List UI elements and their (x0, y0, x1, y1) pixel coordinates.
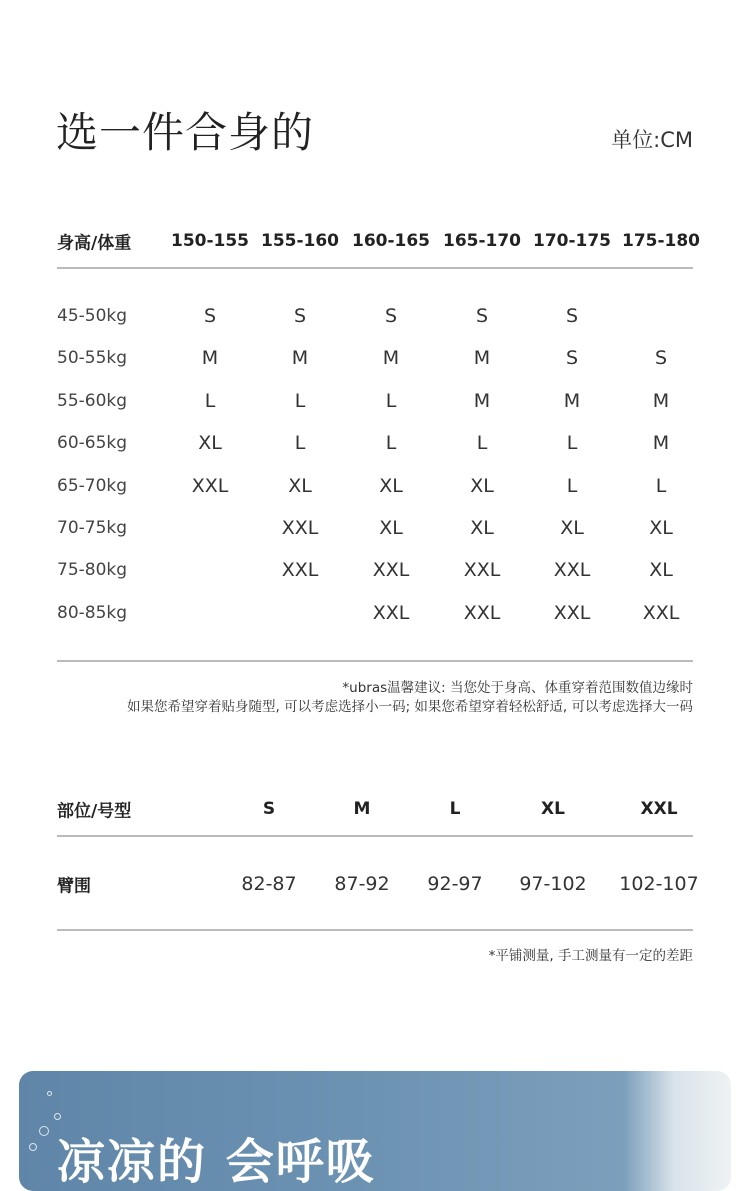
size-cell: XL (649, 517, 673, 539)
divider (57, 929, 693, 931)
size-cell: XXL (281, 559, 319, 582)
height-column-header: 150-155 (170, 231, 250, 251)
height-column-header: 170-175 (532, 231, 612, 251)
size-cell: XXL (463, 559, 501, 582)
size-cell: XL (649, 559, 673, 582)
size-cell: M (652, 432, 670, 455)
size-cell: XL (379, 517, 403, 539)
size-cell: XXL (553, 601, 591, 624)
size-column-header: M (353, 799, 371, 819)
size-cell: XL (288, 474, 312, 497)
size-column-header: XL (541, 799, 565, 819)
size-cell: M (473, 347, 491, 370)
size-cell: XXL (281, 517, 319, 539)
size-cell: XXL (191, 474, 229, 497)
note-line-1: *ubras温馨建议: 当您处于身高、体重穿着范围数值边缘时 (342, 680, 693, 696)
size-cell: XXL (372, 559, 410, 582)
unit-label: 单位:CM (611, 128, 693, 152)
weight-row-label: 50-55kg (57, 348, 128, 369)
size-cell: L (655, 474, 667, 497)
size-cell: L (566, 432, 578, 455)
size-cell: L (385, 389, 397, 412)
bubble-decoration (54, 1113, 61, 1120)
divider (57, 267, 693, 269)
size-cell: XXL (642, 601, 680, 624)
weight-row-label: 60-65kg (57, 433, 128, 454)
height-column-header: 160-165 (351, 231, 431, 251)
size-column-header: S (262, 799, 276, 819)
weight-row-label: 70-75kg (57, 518, 128, 538)
size-cell: XL (470, 517, 494, 539)
size-cell: M (201, 347, 219, 370)
weight-row-label: 80-85kg (57, 602, 128, 623)
table-corner-header: 部位/号型 (57, 801, 132, 822)
page-title: 选一件合身的 (56, 108, 315, 157)
size-cell: M (652, 389, 670, 412)
bubble-decoration (47, 1091, 52, 1096)
measurement-cell: 97-102 (519, 873, 587, 895)
size-cell: L (476, 432, 488, 455)
size-cell: S (293, 305, 307, 327)
height-column-header: 165-170 (442, 231, 522, 251)
bubble-decoration (39, 1126, 49, 1136)
size-cell: L (294, 432, 306, 455)
measurement-cell: 102-107 (619, 873, 699, 895)
size-cell: M (291, 347, 309, 370)
divider (57, 660, 693, 662)
size-cell: S (384, 305, 398, 327)
size-cell: M (473, 389, 491, 412)
size-cell: S (565, 347, 579, 370)
size-column-header: XXL (640, 799, 678, 819)
weight-row-label: 55-60kg (57, 390, 128, 411)
height-column-header: 155-160 (260, 231, 340, 251)
table-corner-header: 身高/体重 (57, 233, 132, 254)
weight-row-label: 65-70kg (57, 475, 128, 496)
note-line-2: 如果您希望穿着贴身随型, 可以考虑选择小一码; 如果您希望穿着轻松舒适, 可以考虑选择大一码 (126, 699, 693, 715)
weight-row-label: 75-80kg (57, 560, 128, 581)
size-cell: XL (560, 517, 584, 539)
size-cell: S (654, 347, 668, 370)
size-cell: XXL (553, 559, 591, 582)
size-column-header: L (449, 799, 461, 819)
measurement-cell: 82-87 (241, 873, 297, 895)
size-cell: L (385, 432, 397, 455)
size-cell: XXL (463, 601, 501, 624)
size-cell: M (563, 389, 581, 412)
measurement-cell: 87-92 (334, 873, 390, 895)
size-cell: L (566, 474, 578, 497)
part-row-label: 臂围 (57, 876, 91, 897)
size-cell: XL (470, 474, 494, 497)
size-cell: M (382, 347, 400, 370)
size-cell: L (204, 389, 216, 412)
size-cell: L (294, 389, 306, 412)
weight-row-label: 45-50kg (57, 306, 128, 326)
size-cell: S (203, 305, 217, 327)
divider (57, 835, 693, 837)
size-cell: S (565, 305, 579, 327)
size-cell: S (475, 305, 489, 327)
size-cell: XXL (372, 601, 410, 624)
bubble-decoration (29, 1143, 37, 1151)
size-cell: XL (379, 474, 403, 497)
size-advice-note (127, 679, 693, 717)
measurement-note: *平铺测量, 手工测量有一定的差距 (488, 948, 693, 964)
measurement-cell: 92-97 (427, 873, 483, 895)
height-column-header: 175-180 (621, 231, 701, 251)
size-cell: XL (198, 432, 222, 455)
promo-banner (19, 1071, 731, 1191)
banner-headline: 凉凉的 会呼吸 (57, 1134, 376, 1190)
